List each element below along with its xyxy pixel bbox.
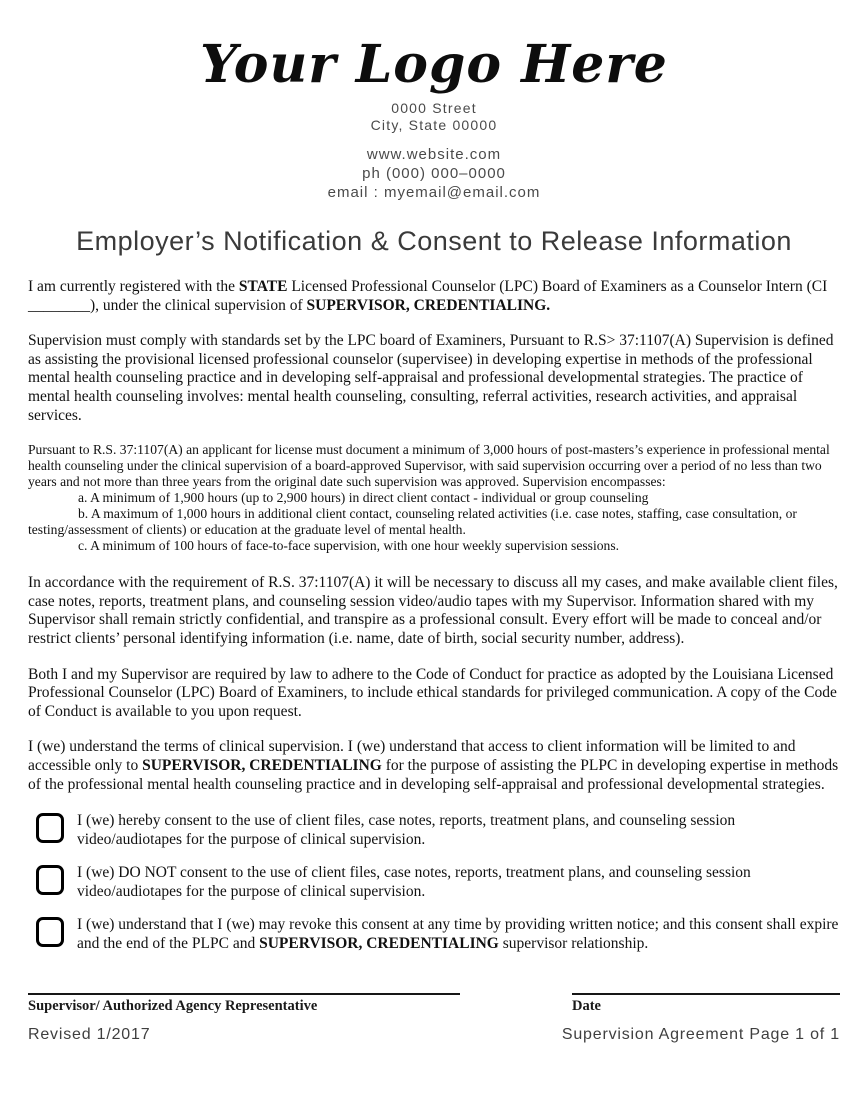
paragraph-supervision-standards: Supervision must comply with standards set by the LPC board of Examiners, Pursuant to R.S> 37:1107(A) Supervision is defined as assisting the provisional licensed professional counselor (supervisee) in developing expertise in methods of the professional mental health counseling practice and in developing self-appraisal and professional developmental strategies. The practice of mental health counseling involves: mental health counseling, consulting, referral activities, research activities, and appraisal services. xyxy=(28,332,834,424)
paragraph-terms-understanding xyxy=(28,738,840,794)
consent-option-yes xyxy=(28,811,840,849)
paragraph-code-of-conduct: Both I and my Supervisor are required by law to adhere to the Code of Conduct for practice as adopted by the Louisiana Licensed Professional Counselor (LPC) Board of Examiners, to include ethical standards for privileged communication. A copy of the Code of Conduct is available to you upon request. xyxy=(28,665,837,720)
terms-text-1: I (we) understand the terms of clinical supervision. I (we) understand that access to client information will be limited to and accessible only to xyxy=(28,738,796,774)
date-block xyxy=(572,993,840,1015)
consent-option-revoke xyxy=(28,915,840,953)
email-text: email : myemail@email.com xyxy=(327,184,541,201)
signature-section xyxy=(28,993,840,1015)
address-block xyxy=(28,100,840,134)
logo-text: Your Logo Here xyxy=(200,34,668,95)
revoke-text: I (we) understand that I (we) may revoke this consent at any time by providing written notice; and this consent shall expire and the end of the PLPC and xyxy=(77,916,839,953)
supervisor-placeholder-2: SUPERVISOR, CREDENTIALING xyxy=(142,756,382,774)
registration-text-2: Licensed Professional Counselor (LPC) Board of Examiners as a Counselor Intern (CI ________), under the clinical supervision of xyxy=(28,278,828,314)
supervisor-signature-block xyxy=(28,993,460,1015)
consent-yes-text: I (we) hereby consent to the use of client files, case notes, reports, treatment plans, and counseling session video/audiotapes for the purpose of clinical supervision. xyxy=(77,812,736,849)
consent-checkbox[interactable] xyxy=(36,813,64,843)
consent-option-no-label xyxy=(77,863,840,901)
date-label: Date xyxy=(572,998,601,1015)
consent-option-revoke-label xyxy=(77,915,840,953)
letterhead xyxy=(28,34,840,202)
supervisor-placeholder: SUPERVISOR, CREDENTIALING. xyxy=(306,296,551,314)
revoke-bold: SUPERVISOR, CREDENTIALING xyxy=(259,935,499,953)
consent-no-text: I (we) DO NOT consent to the use of client files, case notes, reports, treatment plans, and counseling session video/audiotapes for the purpose of clinical supervision. xyxy=(77,864,751,901)
consent-option-no xyxy=(28,863,840,901)
hours-item-a: a. A minimum of 1,900 hours (up to 2,900 hours) in direct client contact - individual or group counseling xyxy=(78,490,649,506)
do-not-consent-checkbox[interactable] xyxy=(36,865,64,895)
state-placeholder: STATE xyxy=(238,278,288,295)
address-line-1: 0000 Street xyxy=(391,100,477,116)
page-indicator: Supervision Agreement Page 1 of 1 xyxy=(561,1026,840,1044)
website-text: www.website.com xyxy=(366,146,502,163)
revoke-acknowledgement-checkbox[interactable] xyxy=(36,917,64,947)
consent-option-yes-label xyxy=(77,811,840,849)
contact-block xyxy=(28,145,840,202)
hours-item-b: b. A maximum of 1,000 hours in additional client contact, counseling related activities (i.e. case notes, staffing, case consultation, or testing/assessment of clients) or education at the graduate level of mental health. xyxy=(28,506,797,538)
revoke-tail: supervisor relationship. xyxy=(498,935,649,953)
document-body xyxy=(28,278,840,1044)
paragraph-hours-requirements xyxy=(28,442,840,554)
phone-text: ph (000) 000–0000 xyxy=(362,165,506,182)
terms-text-2: for the purpose of assisting the PLPC in developing expertise in methods of the professional mental health counseling practice and in developing self-appraisal and professional developmental strategies. xyxy=(28,756,839,793)
page-footer xyxy=(28,1026,840,1044)
supervisor-signature-label: Supervisor/ Authorized Agency Representative xyxy=(28,998,318,1015)
document-title: Employer’s Notification & Consent to Release Information xyxy=(76,226,792,256)
paragraph-case-discussion: In accordance with the requirement of R.S. 37:1107(A) it will be necessary to discuss all my cases, and make available client files, case notes, reports, treatment plans, and counseling session video/audio tapes with my Supervisor. Information shared with my Supervisor shall remain strictly confidential, and transpire as a professional consult. Every effort will be made to conceal and/or restrict clients’ personal identifying information (i.e. name, date of birth, social security number, address). xyxy=(28,574,838,647)
revision-text: Revised 1/2017 xyxy=(28,1026,151,1044)
paragraph-registration xyxy=(28,278,840,315)
hours-item-c: c. A minimum of 100 hours of face-to-face supervision, with one hour weekly supervision sessions. xyxy=(78,538,620,554)
hours-intro-text: Pursuant to R.S. 37:1107(A) an applicant for license must document a minimum of 3,000 hours of post-masters’s experience in professional mental health counseling under the clinical supervision of a board-approved Supervisor, with said supervision occurring over a period of no less than two years and not more than three years from the original date such supervision was approved. Supervision encompasses: xyxy=(28,442,830,490)
address-line-2: City, State 00000 xyxy=(370,117,498,133)
registration-text-1: I am currently registered with the xyxy=(28,278,239,295)
